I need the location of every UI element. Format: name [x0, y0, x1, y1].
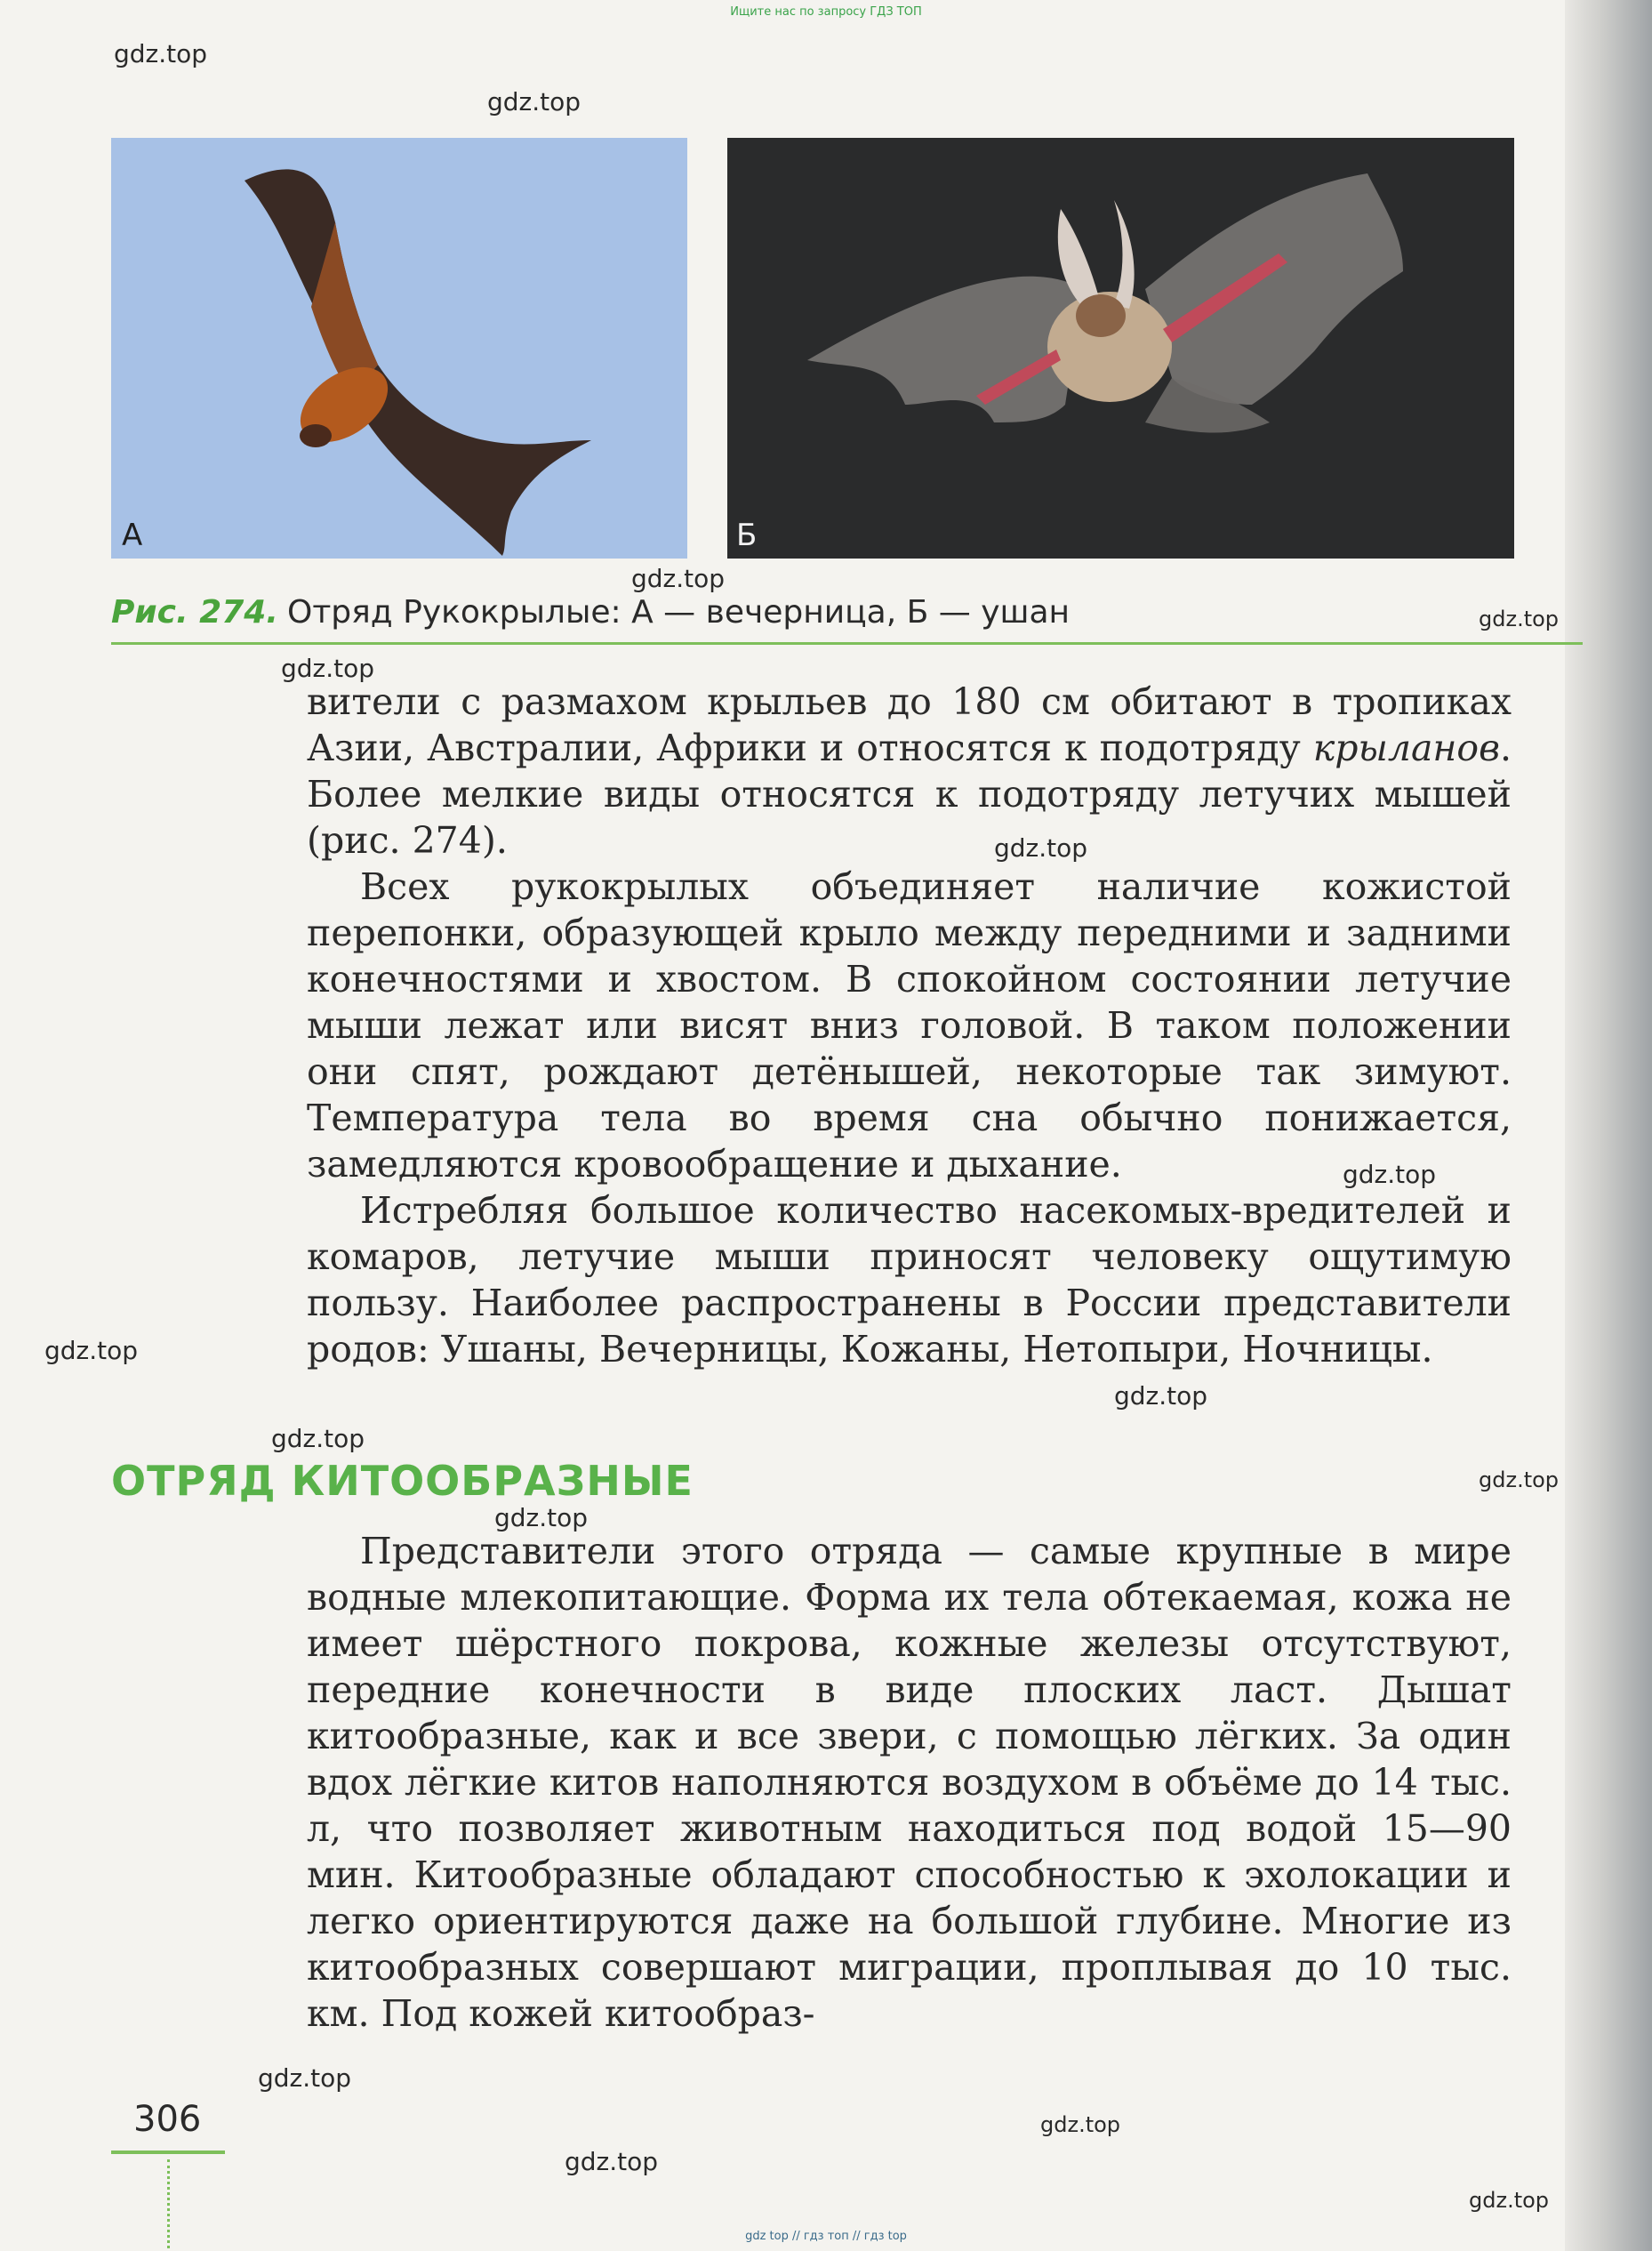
photo-long-eared-bat — [727, 138, 1514, 559]
text-run: вители с размахом крыльев до 180 см обитают в тропиках Азии, Австралии, Африки и относятся к подотряду — [307, 680, 1512, 769]
watermark: gdz.top — [258, 2063, 352, 2093]
figure-caption-text: Отряд Рукокрылые: А — вечерница, Б — ушан — [286, 594, 1071, 631]
watermark: gdz.top — [44, 1336, 139, 1365]
watermark: gdz.top — [494, 1503, 589, 1532]
paragraph: Представители этого отряда — самые крупные в мире водные млекопитающие. Форма их тела обтекаемая, кожа не имеет шёрстного покрова, кожные железы отсутствуют, передние конечности в виде плоских ласт. Дышат китообразные, как и все звери, с помощью лёгких. За один вдох лёгкие китов наполняются воздухом в объёме до 14 тыс. л, что позволяет животным находиться под водой 15—90 мин. Китообразные обладают способностью к эхолокации и легко ориентируются даже на большой глубине. Многие из китообразных совершают миграции, проплывая до 10 тыс. км. Под кожей китообраз- — [307, 1530, 1512, 2035]
term-kryly: крыланов — [1312, 727, 1500, 769]
figure-number: Рис. 274. — [111, 594, 278, 631]
paragraph — [307, 679, 1512, 864]
watermark: gdz.top — [281, 654, 375, 683]
paragraph: Истребляя большое количество насекомых-вредителей и комаров, летучие мыши приносят человеку ощутимую пользу. Наиболее распространены в России представители родов: Ушаны, Вечерницы, Кожаны, Нетопыри, Ночницы. — [307, 1189, 1512, 1371]
watermark: gdz.top — [565, 2147, 659, 2176]
watermark: gdz.top — [994, 833, 1088, 863]
top-banner: Ищите нас по запросу ГДЗ ТОП — [730, 5, 922, 19]
photo-a-label: А — [122, 518, 143, 553]
watermark: gdz.top — [1479, 607, 1560, 631]
bat-b-illustration — [727, 138, 1514, 559]
paragraph: Всех рукокрылых объединяет наличие кожистой перепонки, образующей крыло между передними и задними конечностями и хвостом. В спокойном состоянии летучие мыши лежат или висят вниз головой. В таком положении они спят, рождают детёнышей, некоторые так зимуют. Температура тела во время сна обычно понижается, замедляются кровообращение и дыхание. — [307, 865, 1512, 1186]
watermark: gdz.top — [1479, 1467, 1560, 1492]
figure-caption — [111, 594, 1070, 631]
page-fold-shadow — [1565, 0, 1652, 2251]
watermark: gdz.top — [271, 1424, 365, 1453]
watermark: gdz.top — [1469, 2188, 1550, 2213]
text-run: . Более мелкие виды относятся к подотряду летучих мышей (рис. 274). — [307, 727, 1512, 862]
page-number: 306 — [133, 2099, 202, 2140]
cetaceans-text — [307, 1528, 1512, 2037]
caption-rule — [111, 642, 1583, 645]
bat-a-illustration — [111, 138, 687, 559]
photo-b-label: Б — [736, 518, 758, 553]
page-number-rule — [111, 2151, 225, 2154]
watermark: gdz.top — [114, 39, 208, 68]
watermark: gdz.top — [1114, 1381, 1208, 1411]
watermark: gdz.top — [1040, 2112, 1121, 2137]
section-title: ОТРЯД КИТООБРАЗНЫЕ — [111, 1457, 694, 1505]
bottom-banner: gdz top // гдз топ // гдз top — [745, 2230, 907, 2243]
watermark: gdz.top — [631, 564, 726, 593]
watermark: gdz.top — [1343, 1160, 1437, 1189]
watermark: gdz.top — [487, 87, 581, 117]
bats-text — [307, 679, 1512, 1372]
photo-fruit-bat — [111, 138, 687, 559]
